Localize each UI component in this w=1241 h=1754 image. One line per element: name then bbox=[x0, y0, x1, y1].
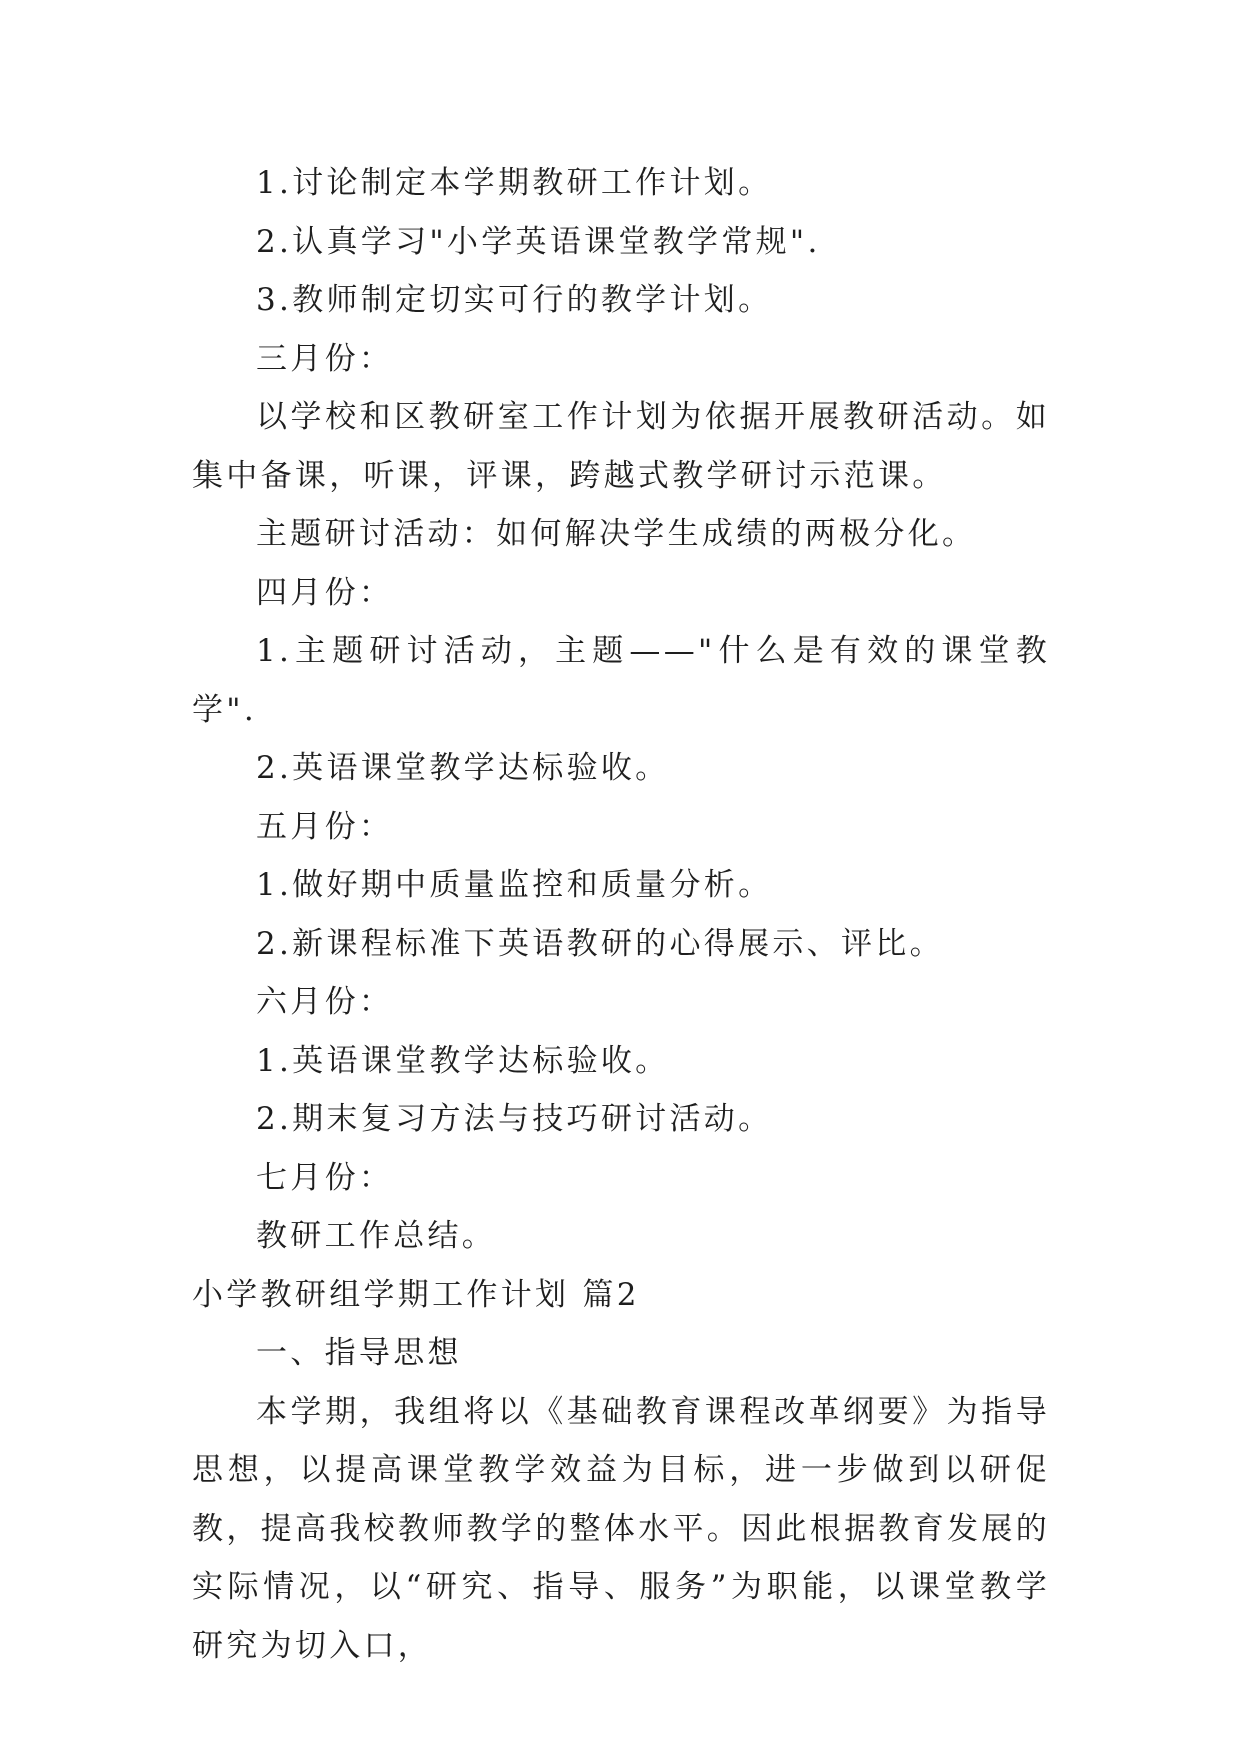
list-item: 2.英语课堂教学达标验收。 bbox=[256, 750, 670, 786]
list-item: 2.期末复习方法与技巧研讨活动。 bbox=[256, 1101, 773, 1137]
paragraph: 主题研讨活动：如何解决学生成绩的两极分化。 bbox=[256, 516, 977, 552]
paragraph: 以学校和区教研室工作计划为依据开展教研活动。如集中备课，听课，评课，跨越式教学研讨示范课。 bbox=[192, 399, 1050, 494]
paragraph: 教研工作总结。 bbox=[256, 1218, 497, 1254]
document-body bbox=[192, 154, 1050, 1675]
list-item: 1.英语课堂教学达标验收。 bbox=[256, 1042, 670, 1079]
list-item: 2.新课程标准下英语教研的心得展示、评比。 bbox=[256, 925, 944, 962]
section-title: 小学教研组学期工作计划 篇2 bbox=[192, 1276, 640, 1313]
list-item: 1.讨论制定本学期教研工作计划。 bbox=[256, 165, 773, 201]
month-heading: 五月份： bbox=[256, 808, 394, 845]
month-heading: 六月份： bbox=[256, 984, 394, 1020]
list-item: 3.教师制定切实可行的教学计划。 bbox=[256, 282, 773, 318]
month-heading: 七月份： bbox=[256, 1159, 394, 1196]
list-item: 1.做好期中质量监控和质量分析。 bbox=[256, 867, 773, 903]
month-heading: 三月份： bbox=[256, 340, 394, 377]
subheading: 一、指导思想 bbox=[256, 1335, 462, 1371]
month-heading: 四月份： bbox=[256, 574, 394, 611]
paragraph: 本学期，我组将以《基础教育课程改革纲要》为指导思想，以提高课堂教学效益为目标，进一步做到以研促教，提高我校教师教学的整体水平。因此根据教育发展的实际情况，以“研究、指导、服务”为职能，以课堂教学研究为切入口， bbox=[192, 1393, 1050, 1664]
list-item: 1.主题研讨活动，主题——"什么是有效的课堂教学". bbox=[192, 633, 1050, 728]
list-item: 2.认真学习"小学英语课堂教学常规". bbox=[256, 223, 821, 260]
